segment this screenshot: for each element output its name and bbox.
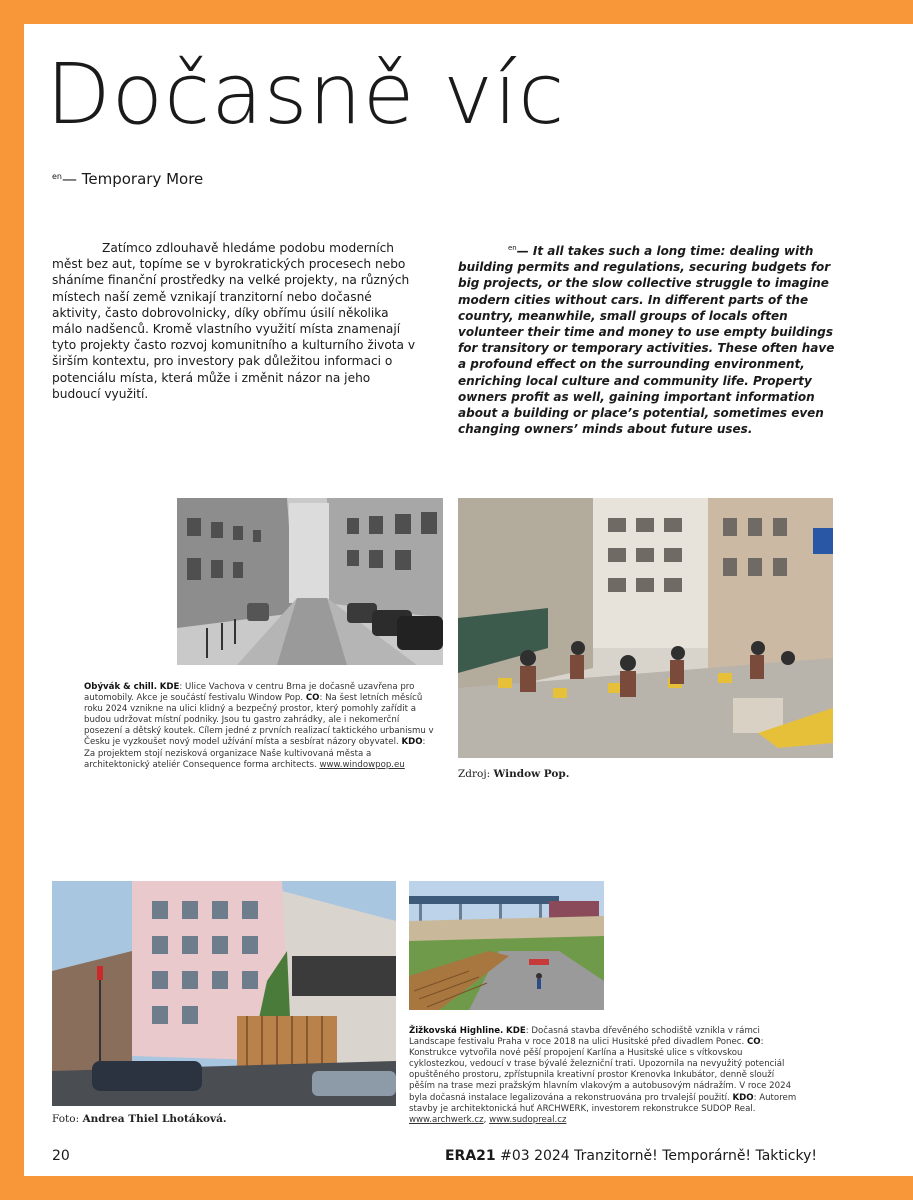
caption-heading: Žižkovská Highline. [409,1026,504,1036]
language-marker: en [52,172,62,181]
archwerk-link[interactable]: www.archwerk.cz [409,1114,484,1125]
caption-co-text: : Konstrukce vytvořila nové pěší propojení Karlína a Husitské ulice s vítkovskou cyklostezkou, vedoucí v trase bývalé železniční trati. Upozornila na nevyužitý potenciál opuštěného prostoru, zpřístupnila kreativní prostor Krenovka Inkubátor, denně slouží pěším na trase mezi pražským hlavním vlakovým a autobusovým nádražím. V roce 2024 byla dočasná instalace legalizována a rekonstruována pro trvalejší použití. [409,1037,792,1103]
article-subtitle [52,170,203,188]
caption-co-text: : Na šest letních měsíců roku 2024 vznikne na ulici klidný a bezpečný prostor, který pomohly zařídit a budou udržovat místní podniky. Jsou tu gastro zahrádky, ale i nekomerční posezení a dětský koutek. Cílem jedné z prvních realizací taktického urbanismu v Česku je vyzkoušet nový model užívání místa a sesbírat názory obyvatel. [84,693,434,748]
caption-co-label: CO [305,693,320,704]
prague-photo-credit [52,1113,227,1125]
intro-czech [52,240,422,402]
windowpop-link[interactable]: www.windowpop.eu [319,759,405,770]
caption-heading: Obývák & chill. [84,682,157,692]
magazine-name: ERA21 [444,1148,496,1164]
magazine-page [24,24,913,1176]
brno-street-photo-bw [177,498,443,665]
caption-kdo-text: : Za projektem stojí nezisková organizace Naše kultivovaná města a architektonický ateliér Consequence forma architects. [84,737,426,770]
brno-photo-credit [458,768,569,780]
caption-kde-text: : Ulice Vachova v centru Brna je dočasně uzavřena pro automobily. Akce je součástí festivalu Window Pop. [84,682,415,704]
issue-title: #03 2024 Tranzitorně! Temporárně! Takticky! [495,1148,817,1164]
intro-czech-text: Zatímco zdlouhavě hledáme podobu moderních měst bez aut, topíme se v byrokratických procesech nebo sháníme finanční prostředky na velké projekty, na různých místech naší země vznikají tranzitorní nebo dočasné aktivity, často dobrovolnicky, díky obřímu úsilí několika málo nadšenců. Kromě vlastního využití místa znamenají tyto projekty často rozvoj komunitního a kulturního života v širším kontextu, pro investory pak důležitou informaci o potenciálu místa, která může i změnit názor na jeho budoucí využití. [52,241,416,401]
caption-kde-label: KDE [506,1026,526,1036]
credit-name: Window Pop. [493,768,570,780]
credit-label: Foto: [52,1113,80,1125]
credit-label: Zdroj: [458,768,491,780]
prague-street-photo [52,881,396,1106]
caption-co-label: CO [746,1037,761,1048]
link-separator: , [483,1114,490,1125]
sudopreal-link[interactable]: www.sudopreal.cz [489,1114,567,1125]
intro-english-text: — It all takes such a long time: dealing with building permits and regulations, securing budgets for big projects, or the slow collective struggle to imagine modern cities without cars. In different parts of the country, meanwhile, small groups of locals often volunteer their time and money to use empty buildings for transitory or temporary activities. These often have a profound effect on the surrounding environment, enriching local culture and community life. Property owners profit as well, gaining important information about a building or place’s potential, sometimes even changing owners’ minds about future uses. [458,244,835,437]
zizkov-highline-photo [409,881,604,1010]
page-number: 20 [52,1148,70,1164]
caption-kdo-text: : Autorem stavby je architektonická huť ARCHWERK, investorem rekonstrukce SUDOP Real. [409,1092,797,1114]
caption-kde-text: : Dočasná stavba dřevěného schodiště vznikla v rámci Landscape festivalu Praha v roce 2018 na ulici Husitské před divadlem Ponec. [409,1026,760,1048]
running-footer [445,1148,817,1164]
brno-street-seating-photo [458,498,833,758]
credit-name: Andrea Thiel Lhotáková. [82,1113,227,1125]
brno-caption [84,682,436,771]
caption-kde-label: KDE [159,682,180,692]
article-title: Dočasně víc [46,45,566,143]
zizkov-caption [409,1026,799,1126]
caption-kdo-label: KDO [732,1092,754,1103]
intro-english [458,240,838,437]
language-marker: en [508,244,517,252]
subtitle-text: — Temporary More [62,170,204,188]
caption-kdo-label: KDO [401,737,423,748]
